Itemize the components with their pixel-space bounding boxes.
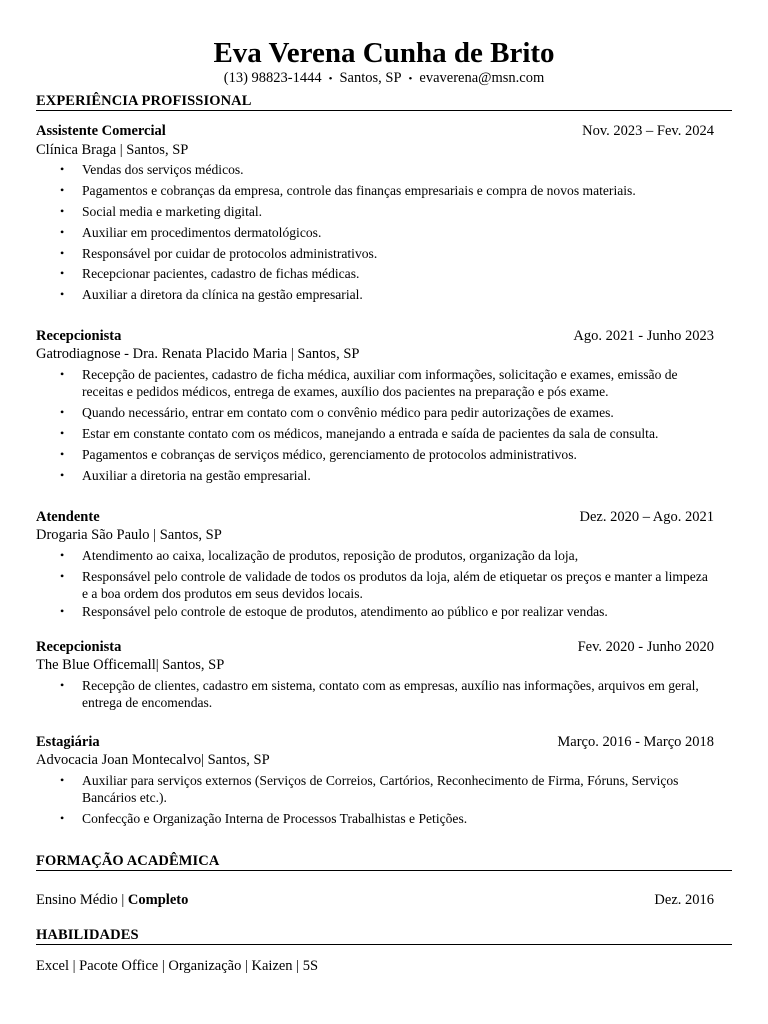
- education-date: Dez. 2016: [654, 892, 714, 908]
- list-item: • Auxiliar a diretoria na gestão empresarial.: [60, 467, 311, 483]
- section-divider: [36, 110, 732, 111]
- list-item: • Pagamentos e cobranças de serviços médico, gerenciamento de protocolos administrativos.: [60, 446, 577, 462]
- bullet-icon: •: [60, 367, 65, 381]
- job-dates: Ago. 2021 - Junho 2023: [573, 328, 714, 344]
- separator-bullet-icon: •: [408, 72, 413, 85]
- bullet-icon: •: [60, 162, 65, 176]
- bullet-icon: •: [60, 266, 65, 281]
- list-item: • Estar em constante contato com os médicos, manejando a entrada e saída de pacientes da sala de consulta.: [60, 426, 659, 442]
- email[interactable]: evaverena@msn.com: [419, 70, 545, 86]
- skills-list: Excel | Pacote Office | Organização | Kaizen | 5S: [36, 958, 319, 974]
- bullet-icon: •: [60, 405, 65, 420]
- bullet-icon: •: [60, 182, 65, 197]
- job-employer: Gatrodiagnose - Dra. Renata Placido Maria | Santos, SP: [36, 346, 360, 362]
- education-level: Ensino Médio: [36, 892, 118, 908]
- job-title: Recepcionista: [36, 328, 122, 344]
- bullet-icon: •: [60, 287, 65, 302]
- job-duties-list: [57, 366, 717, 488]
- job-employer: Drogaria São Paulo | Santos, SP: [36, 527, 222, 543]
- candidate-name: Eva Verena Cunha de Brito: [213, 37, 555, 69]
- separator-bullet-icon: •: [328, 72, 333, 85]
- bullet-icon: •: [60, 446, 65, 461]
- list-item: • Auxiliar para serviços externos (Serviços de Correios, Cartórios, Reconhecimento de Firma, Fóruns, Serviços Bancários etc.).: [60, 773, 679, 806]
- section-divider: [36, 944, 732, 945]
- contact-line: [0, 69, 768, 88]
- job-employer: Advocacia Joan Montecalvo| Santos, SP: [36, 752, 270, 768]
- list-item: • Auxiliar em procedimentos dermatológicos.: [60, 224, 322, 240]
- list-item: • Vendas dos serviços médicos.: [60, 162, 244, 177]
- job-duties-list: [57, 772, 717, 831]
- section-title-experience: EXPERIÊNCIA PROFISSIONAL: [36, 93, 252, 109]
- bullet-icon: •: [60, 773, 65, 787]
- education-status: Completo: [127, 892, 189, 908]
- list-item: • Social media e marketing digital.: [60, 203, 263, 219]
- job-title: Atendente: [36, 509, 100, 525]
- bullet-icon: •: [60, 467, 65, 482]
- education-separator: |: [117, 892, 128, 908]
- job-duties-list: [57, 161, 717, 307]
- list-item: • Confecção e Organização Interna de Processos Trabalhistas e Petições.: [60, 811, 468, 827]
- job-dates: Fev. 2020 - Junho 2020: [577, 639, 714, 655]
- list-item: • Pagamentos e cobranças da empresa, controle das finanças empresariais e compra de novos materiais.: [60, 182, 636, 198]
- section-title-skills: HABILIDADES: [36, 927, 139, 943]
- job-employer: The Blue Officemall| Santos, SP: [36, 657, 225, 673]
- job-title: Estagiária: [36, 734, 100, 750]
- bullet-icon: •: [60, 426, 65, 441]
- bullet-icon: •: [60, 678, 65, 692]
- bullet-icon: •: [60, 245, 65, 260]
- bullet-icon: •: [60, 811, 65, 826]
- bullet-icon: •: [60, 203, 65, 218]
- list-item: • Recepcionar pacientes, cadastro de fichas médicas.: [60, 266, 360, 282]
- list-item: • Atendimento ao caixa, localização de produtos, reposição de produtos, organização da loja,: [60, 548, 579, 563]
- bullet-icon: •: [60, 224, 65, 239]
- list-item: • Responsável pelo controle de estoque de produtos, atendimento ao público e por realizar vendas.: [60, 604, 608, 620]
- section-divider: [36, 870, 732, 871]
- list-item: • Responsável por cuidar de protocolos administrativos.: [60, 245, 378, 261]
- job-dates: Março. 2016 - Março 2018: [557, 734, 714, 750]
- bullet-icon: •: [60, 568, 65, 583]
- location: Santos, SP: [339, 70, 402, 86]
- job-dates: Dez. 2020 – Ago. 2021: [579, 509, 714, 525]
- bullet-icon: •: [60, 548, 65, 562]
- job-employer: Clínica Braga | Santos, SP: [36, 142, 189, 158]
- list-item: • Auxiliar a diretora da clínica na gestão empresarial.: [60, 287, 363, 303]
- phone-number: (13) 98823-1444: [223, 70, 322, 86]
- list-item: • Recepção de clientes, cadastro em sistema, contato com as empresas, auxílio nas informações, arquivos em geral, entrega de encomendas.: [60, 678, 699, 711]
- job-duties-list: [57, 547, 717, 624]
- list-item: • Quando necessário, entrar em contato com o convênio médico para pedir autorizações de exames.: [60, 405, 614, 421]
- education-entry: [36, 891, 188, 909]
- list-item: • Responsável pelo controle de validade de todos os produtos da loja, além de etiquetar os preços e manter a limpeza e a boa ordem dos produtos em seus devidos locais.: [60, 568, 708, 602]
- job-duties-list: [57, 677, 717, 715]
- job-dates: Nov. 2023 – Fev. 2024: [582, 123, 714, 139]
- section-title-education: FORMAÇÃO ACADÊMICA: [36, 853, 220, 869]
- list-item: • Recepção de pacientes, cadastro de ficha médica, auxiliar com informações, solicitação e exames, emissão de receitas e pedidos médicos, entrega de exames, auxílio dos pacientes na preparação e pós exame.: [60, 367, 678, 400]
- job-title: Recepcionista: [36, 639, 122, 655]
- bullet-icon: •: [60, 604, 65, 619]
- job-title: Assistente Comercial: [36, 123, 166, 139]
